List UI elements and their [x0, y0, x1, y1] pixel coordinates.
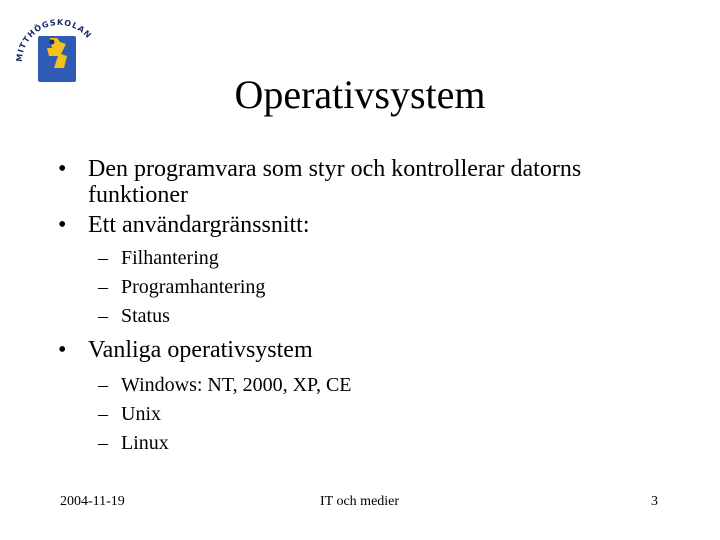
- sub-item: – Programhantering: [58, 273, 678, 302]
- page-number: 3: [651, 494, 658, 509]
- sub-list: [58, 371, 678, 458]
- bullet-icon: •: [58, 337, 67, 363]
- dash-icon: –: [98, 247, 108, 269]
- dash-icon: –: [98, 374, 108, 396]
- sub-item: – Linux: [58, 429, 678, 458]
- bullet-text: Vanliga operativsystem: [88, 337, 313, 363]
- footer-title: IT och medier: [320, 494, 400, 509]
- sub-item: – Status: [58, 302, 678, 331]
- bullet-icon: •: [58, 156, 67, 182]
- sub-list: [58, 244, 678, 331]
- sub-item: – Windows: NT, 2000, XP, CE: [58, 371, 678, 400]
- dash-icon: –: [98, 432, 108, 454]
- bullet-item: [58, 337, 678, 363]
- logo-text: MITTHÖGSKOLAN: [14, 17, 94, 63]
- dash-icon: –: [98, 403, 108, 425]
- slide-title: Operativsystem: [234, 72, 486, 117]
- footer-date: 2004-11-19: [60, 494, 125, 509]
- bullet-icon: •: [58, 212, 67, 238]
- dash-icon: –: [98, 276, 108, 298]
- bullet-item: [58, 212, 678, 238]
- sub-item: – Filhantering: [58, 244, 678, 273]
- slide-content: [58, 156, 678, 458]
- bullet-text: Den programvara som styr och kontrollerar datorns funktioner: [88, 156, 582, 208]
- bullet-item: [58, 156, 678, 208]
- sub-item: – Unix: [58, 400, 678, 429]
- dash-icon: –: [98, 305, 108, 327]
- bullet-text: Ett användargränssnitt:: [88, 212, 310, 238]
